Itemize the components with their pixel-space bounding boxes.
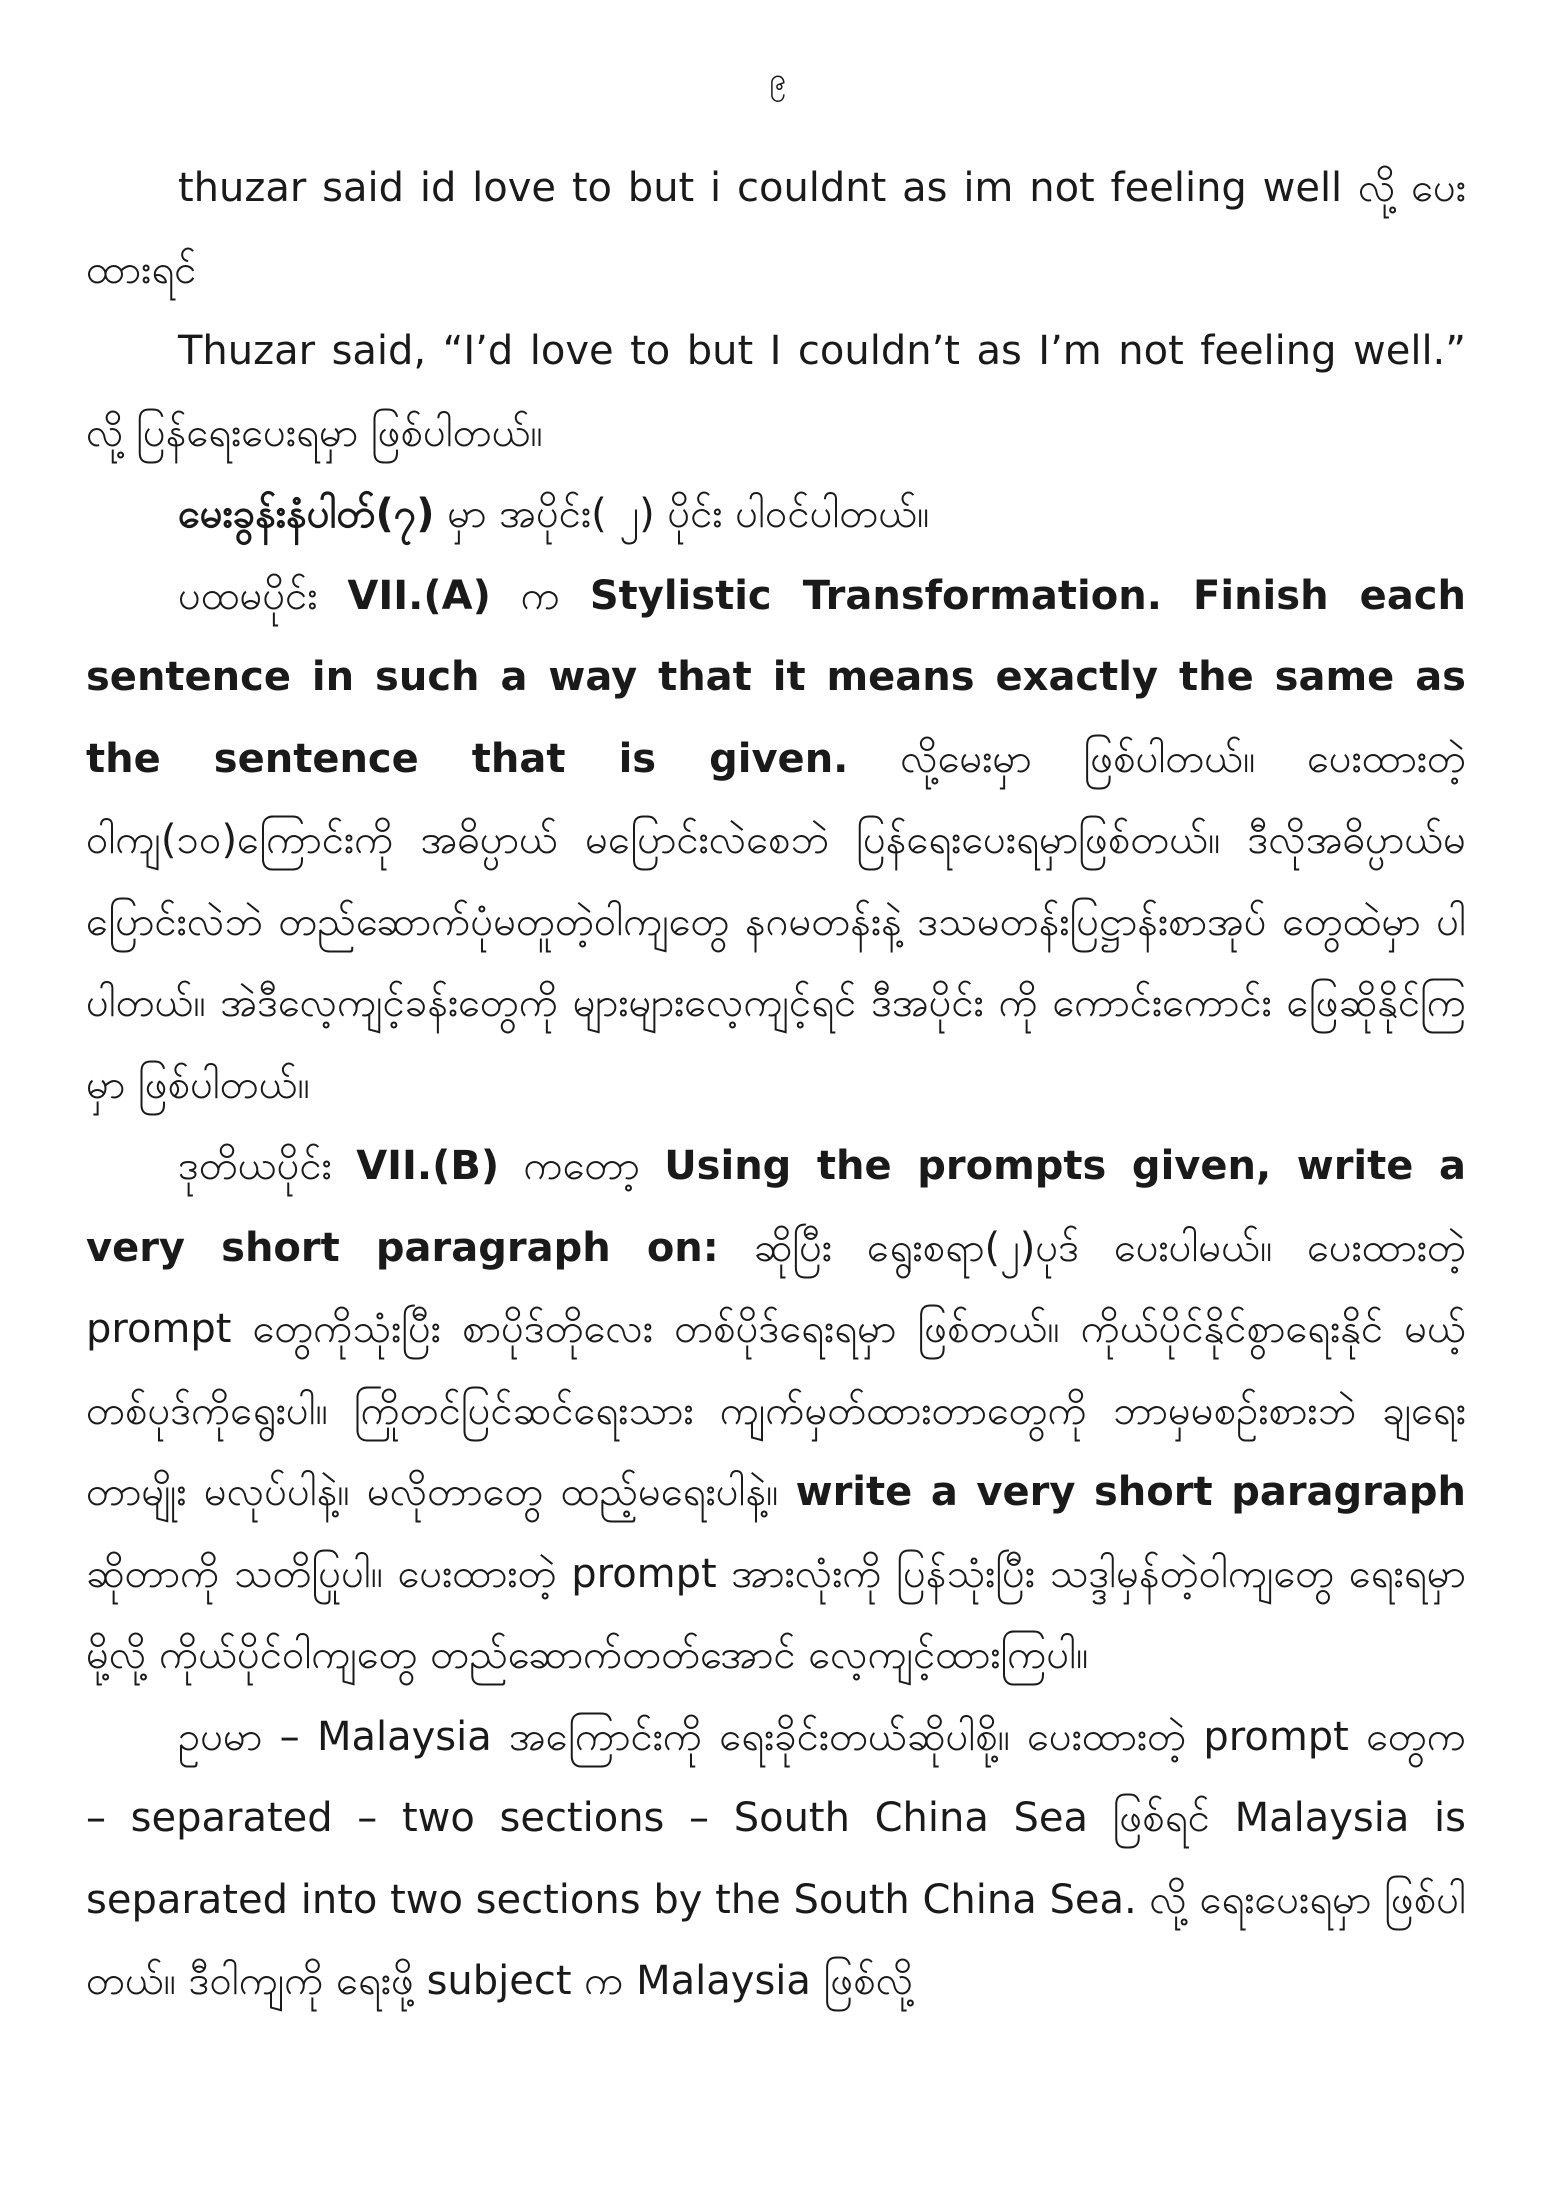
text-run: ဒုတိယပိုင်း [178,1143,357,1189]
bold-text-run: VII.(B) [356,1143,500,1189]
text-run: ဥပမာ – Malaysia အကြောင်းကို ရေးခိုင်းတယ်ဆိုပါစို့။ ပေးထားတဲ့ prompt တွေက – separated – two sections – South China Sea ဖြစ်ရင် Malaysia is separated into two sections by the South China Sea. လို့ ရေးပေးရမှာ ဖြစ်ပါတယ်။ ဒီဝါကျကို ရေးဖို့ subject က Malaysia ဖြစ်လို့ [86,1713,1466,2004]
bold-text-run: မေးခွန်းနံပါတ်(၇) [178,491,435,537]
text-run: ကတော့ [499,1143,665,1189]
paragraph [86,148,1466,311]
paragraph [86,474,1466,556]
bold-text-run: Stylistic Transformation. Finish each sentence in such a way that it means exactly the same as the sentence that is given. [86,572,1466,782]
text-body [86,148,1466,2023]
text-run: ဆိုတာကို သတိပြုပါ။ ပေးထားတဲ့ prompt အားလုံးကို ပြန်သုံးပြီး သဒ္ဒါမှန်တဲ့ဝါကျတွေ ရေးရမှာမို့လို့ ကိုယ်ပိုင်ဝါကျတွေ တည်ဆောက်တတ်အောင် လေ့ကျင့်ထားကြပါ။ [86,1550,1466,1678]
bold-text-run: VII.(A) [347,572,491,619]
paragraph [86,1697,1466,2023]
text-run: မှာ အပိုင်း( ၂) ပိုင်း ပါဝင်ပါတယ်။ [434,491,930,537]
text-run: Thuzar said, “I’d love to but I couldn’t as I’m not feeling well.” လို့ ပြန်ရေးပေးရမှာ ဖြစ်ပါတယ်။ [86,328,1466,456]
text-run: ဆိုပြီး ရွေးစရာ(၂)ပုဒ် ပေးပါမယ်။ ပေးထားတဲ့ prompt တွေကိုသုံးပြီး စာပိုဒ်တိုလေး တစ်ပိုဒ်ရေးရမှာ ဖြစ်တယ်။ ကိုယ်ပိုင်နိုင်စွာရေးနိုင် မယ့်တစ်ပုဒ်ကိုရွေးပါ။ ကြိုတင်ပြင်ဆင်ရေးသား ကျက်မှတ်ထားတာတွေကို ဘာမှမစဉ်းစားဘဲ ချရေးတာမျိုး မလုပ်ပါနဲ့။ မလိုတာတွေ ထည့်မရေးပါနဲ့။ [86,1224,1467,1515]
text-run: ပထမပိုင်း [178,572,348,619]
text-run: thuzar said id love to but i couldnt as im not feeling well လို့ ပေးထားရင် [86,165,1466,293]
paragraph [86,311,1466,474]
paragraph [86,1126,1466,1697]
text-run: လို့မေးမှာ ဖြစ်ပါတယ်။ ပေးထားတဲ့ ဝါကျ(၁၀)ကြောင်းကို အဓိပ္ပာယ် မပြောင်းလဲစေဘဲ ပြန်ရေးပေးရမှာဖြစ်တယ်။ ဒီလိုအဓိပ္ပာယ်မပြောင်းလဲဘဲ တည်ဆောက်ပုံမတူတဲ့ဝါကျတွေ နဂမတန်းနဲ့ ဒသမတန်းပြဋ္ဌာန်းစာအုပ် တွေထဲမှာ ပါပါတယ်။ အဲဒီလေ့ကျင့်ခန်းတွေကို များများလေ့ကျင့်ရင် ဒီအပိုင်း ကို ကောင်းကောင်း ဖြေဆိုနိုင်ကြမှာ ဖြစ်ပါတယ်။ [86,735,1466,1108]
page-number: ၉ [769,62,787,97]
bold-text-run: Using the prompts given, write a very short paragraph on: [86,1143,1466,1271]
paragraph [86,556,1466,1127]
bold-text-run: write a very short paragraph [795,1469,1466,1515]
text-run: က [490,572,590,619]
